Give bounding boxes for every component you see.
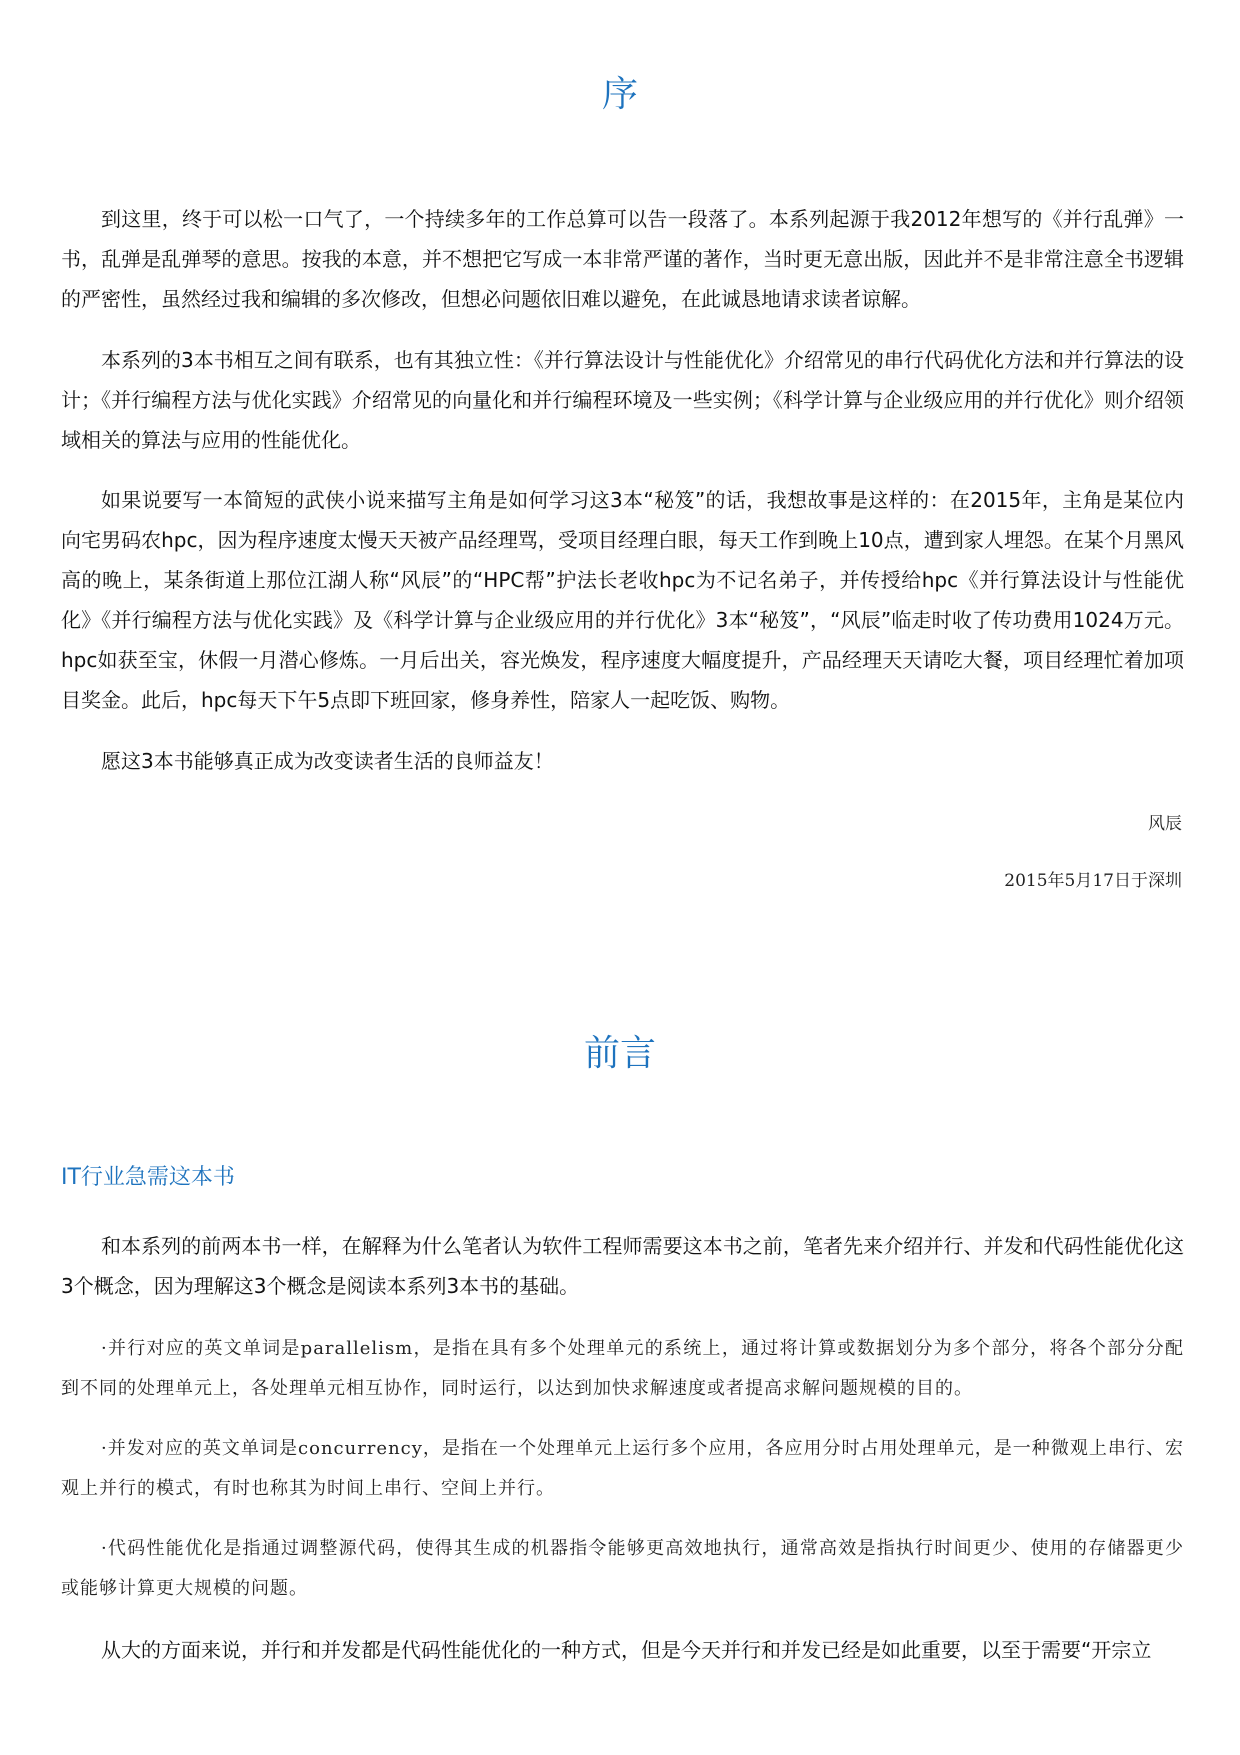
section-heading: IT行业急需这本书 [61, 1165, 235, 1190]
preface-title: 序 [601, 74, 638, 115]
preface-paragraph-2: 本系列的3本书相互之间有联系，也有其独立性：《并行算法设计与性能优化》介绍常见的串行代码优化方法和并行算法的设计；《并行编程方法与优化实践》介绍常见的向量化和并行编程环境及一些实例；《科学计算与企业级应用的并行优化》则介绍领域相关的算法与应用的性能优化。 [61, 348, 1184, 452]
preface-paragraph-3: 如果说要写一本简短的武侠小说来描写主角是如何学习这3本“秘笈”的话，我想故事是这样的：在2015年，主角是某位内向宅男码农hpc，因为程序速度太慢天天被产品经理骂，受项目经理白眼，每天工作到晚上10点，遭到家人埋怨。在某个月黑风高的晚上，某条街道上那位江湖人称“风辰”的“HPC帮”护法长老收hpc为不记名弟子，并传授给hpc《并行算法设计与性能优化》《并行编程方法与优化实践》及《科学计算与企业级应用的并行优化》3本“秘笈”，“风辰”临走时收了传功费用1024万元。hpc如获至宝，休假一月潜心修炼。一月后出关，容光焕发，程序速度大幅度提升，产品经理天天请吃大餐，项目经理忙着加项目奖金。此后，hpc每天下午5点即下班回家，修身养性，陪家人一起吃饭、购物。 [61, 488, 1184, 712]
definition-concurrency: ·并发对应的英文单词是concurrency，是指在一个处理单元上运行多个应用，各应用分时占用处理单元，是一种微观上串行、宏观上并行的模式，有时也称其为时间上串行、空间上并行。 [61, 1438, 1184, 1499]
definition-parallelism: ·并行对应的英文单词是parallelism，是指在具有多个处理单元的系统上，通过将计算或数据划分为多个部分，将各个部分分配到不同的处理单元上，各处理单元相互协作，同时运行，以达到加快求解速度或者提高求解问题规模的目的。 [61, 1338, 1184, 1399]
definition-optimization: ·代码性能优化是指通过调整源代码，使得其生成的机器指令能够更高效地执行，通常高效是指执行时间更少、使用的存储器更少或能够计算更大规模的问题。 [61, 1538, 1184, 1599]
preface-author: 风辰 [1148, 814, 1182, 834]
foreword-intro: 和本系列的前两本书一样，在解释为什么笔者认为软件工程师需要这本书之前，笔者先来介绍并行、并发和代码性能优化这3个概念，因为理解这3个概念是阅读本系列3本书的基础。 [61, 1234, 1184, 1298]
foreword-closing: 从大的方面来说，并行和并发都是代码性能优化的一种方式，但是今天并行和并发已经是如此重要，以至于需要“开宗立 [101, 1638, 1152, 1662]
foreword-title: 前言 [583, 1033, 656, 1074]
preface-date: 2015年5月17日于深圳 [1004, 871, 1182, 891]
preface-paragraph-1: 到这里，终于可以松一口气了，一个持续多年的工作总算可以告一段落了。本系列起源于我2012年想写的《并行乱弹》一书，乱弹是乱弹琴的意思。按我的本意，并不想把它写成一本非常严谨的著作，当时更无意出版，因此并不是非常注意全书逻辑的严密性，虽然经过我和编辑的多次修改，但想必问题依旧难以避免，在此诚恳地请求读者谅解。 [61, 207, 1184, 311]
preface-paragraph-4: 愿这3本书能够真正成为改变读者生活的良师益友！ [101, 749, 554, 773]
